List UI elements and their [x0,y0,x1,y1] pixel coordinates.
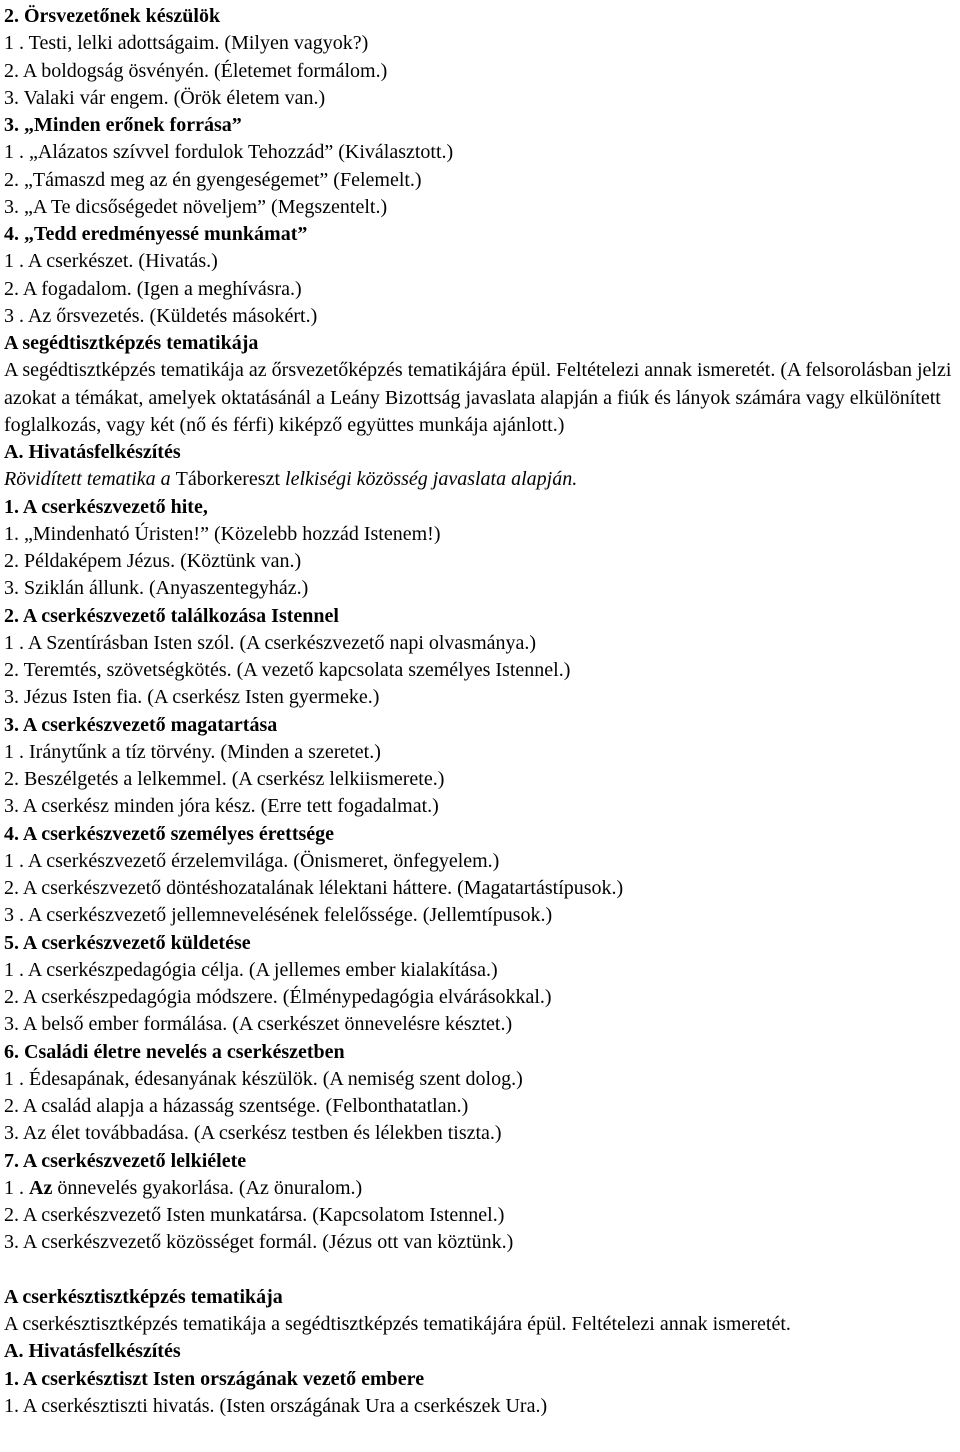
note-community-name: Táborkereszt [175,468,281,491]
blank-line [4,1257,954,1284]
section-heading: 4. „Tedd eredményessé munkámat” [4,223,308,245]
list-item: 2. Példaképem Jézus. (Köztünk van.) [4,550,302,572]
list-item: 1 . A cserkészet. (Hivatás.) [4,250,218,273]
list-item: 1 . A cserkészvezető érzelemvilága. (Önismeret, önfegyelem.) [4,849,500,872]
section-heading: 1. A cserkésztiszt Isten országának vezető embere [4,1367,425,1390]
list-item [4,1175,954,1202]
section-heading: 2. A cserkészvezető találkozása Istennel [4,604,339,627]
list-item: 1 . „Alázatos szívvel fordulok Tehozzád” (Kiválasztott.) [4,141,454,164]
note-italic-a: Rövidített tematika a [4,468,176,491]
source-note-line [4,466,954,493]
list-item: 2. A cserkészvezető Isten munkatársa. (Kapcsolatom Istennel.) [4,1204,505,1226]
list-item: 1. A cserkésztiszti hivatás. (Isten országának Ura a cserkészek Ura.) [4,1394,548,1417]
list-item: 3 . Az őrsvezetés. (Küldetés másokért.) [4,304,318,327]
list-item: 3. Sziklán állunk. (Anyaszentegyház.) [4,577,309,600]
list-item: 1 . Édesapának, édesanyának készülök. (A nemiség szent dolog.) [4,1067,523,1090]
list-item: 2. Teremtés, szövetségkötés. (A vezető kapcsolata személyes Istennel.) [4,659,571,681]
list-item: 1 . Iránytűnk a tíz törvény. (Minden a szeretet.) [4,740,381,763]
list-item: 2. A fogadalom. (Igen a meghívásra.) [4,277,302,300]
list-item: 2. A cserkészvezető döntéshozatalának lélektani háttere. (Magatartástípusok.) [4,877,624,899]
item-rest: önnevelés gyakorlása. (Az önuralom.) [52,1176,363,1199]
list-item: 2. A cserkészpedagógia módszere. (Élménypedagógia elvárásokkal.) [4,986,552,1008]
section-heading: 2. Örsvezetőnek készülök [4,5,221,27]
list-item: 2. A boldogság ösvényén. (Életemet formálom.) [4,59,388,82]
list-item: A cserkésztisztképzés tematikája a segédtisztképzés tematikájára épül. Feltételezi annak ismeretét. [4,1313,791,1335]
list-item: 1 . A cserkészpedagógia célja. (A jellemes ember kialakítása.) [4,958,498,981]
list-item: 2. A család alapja a házasság szentsége. (Felbonthatatlan.) [4,1095,469,1117]
list-item: 3. A cserkész minden jóra kész. (Erre tett fogadalmat.) [4,795,439,818]
section-heading: 7. A cserkészvezető lelkiélete [4,1149,247,1172]
list-item: 1. „Mindenható Úristen!” (Közelebb hozzád Istenem!) [4,522,441,545]
section-heading: 4. A cserkészvezető személyes érettsége [4,822,335,845]
section-heading: A cserkésztisztképzés tematikája [4,1285,283,1308]
list-item: 3. A belső ember formálása. (A cserkészet önnevelésre késztet.) [4,1013,513,1036]
list-item: 3. A cserkészvezető közösséget formál. (Jézus ott van köztünk.) [4,1231,514,1254]
list-item: 3. Valaki vár engem. (Örök életem van.) [4,86,326,109]
section-heading: A. Hivatásfelkészítés [4,1340,181,1363]
paragraph: A segédtisztképzés tematikája az őrsvezetőképzés tematikájára épül. Feltételezi annak ismeretét. (A felsorolásban jelzi azokat a témákat, amelyek oktatásánál a Leány Bizottság javaslata alapján a fiúk és lányok számára vagy elkülönített foglalkozás, vagy két (nő és férfi) kiképző együttes munkája ajánlott.) [4,359,952,436]
section-heading: 6. Családi életre nevelés a cserkészetben [4,1040,345,1063]
list-item: 1 . A Szentírásban Isten szól. (A cserkészvezető napi olvasmánya.) [4,631,537,654]
section-heading: A. Hivatásfelkészítés [4,441,181,463]
list-item: 3. Az élet továbbadása. (A cserkész testben és lélekben tiszta.) [4,1122,502,1145]
list-item: 2. Beszélgetés a lelkemmel. (A cserkész lelkiismerete.) [4,768,445,790]
list-item: 1 . Testi, lelki adottságaim. (Milyen vagyok?) [4,32,369,55]
section-heading: 1. A cserkészvezető hite, [4,495,208,518]
note-italic-b: lelkiségi közösség javaslata alapján. [280,468,578,491]
list-item: 3. „A Te dicsőségedet növeljem” (Megszentelt.) [4,195,388,218]
section-heading: 5. A cserkészvezető küldetése [4,931,251,954]
item-number: 1 . [4,1176,29,1199]
section-heading: 3. „Minden erőnek forrása” [4,114,242,136]
list-item: 3 . A cserkészvezető jellemnevelésének felelőssége. (Jellemtípusok.) [4,904,553,927]
item-bold-word: Az [29,1176,53,1199]
section-heading: 3. A cserkészvezető magatartása [4,713,278,736]
list-item: 2. „Támaszd meg az én gyengeségemet” (Felemelt.) [4,168,422,191]
section-heading: A segédtisztképzés tematikája [4,332,259,354]
list-item: 3. Jézus Isten fia. (A cserkész Isten gyermeke.) [4,686,380,709]
